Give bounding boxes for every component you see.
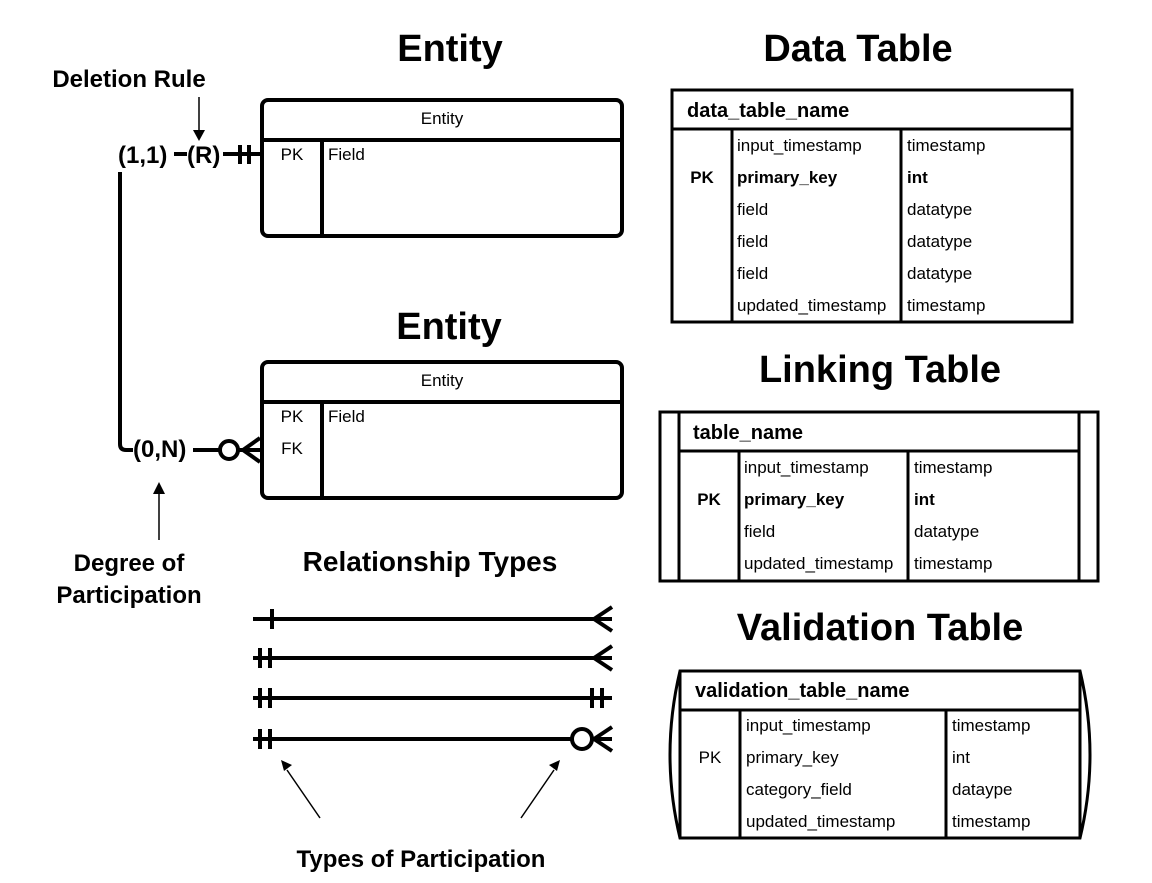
relationship-line-1 [253,646,612,670]
zero-circle-icon [220,441,238,459]
heading-validation-table: Validation Table [736,607,1024,649]
deletion-rule-arrowhead [193,130,205,141]
heading-entity-bottom: Entity [396,306,502,348]
deletion-rule-label: Deletion Rule [52,66,206,93]
degree-label-line1: Degree of [73,550,185,577]
validation-table-row-field-0: input_timestamp [746,716,871,735]
validation-table-name: validation_table_name [695,680,910,702]
cardinality-top: (1,1) [118,142,168,169]
data-table-row-field-4: field [737,264,769,283]
relationship-types-legend [253,607,612,751]
degree-arrowhead [153,482,165,494]
validation-table-row-field-3: updated_timestamp [746,812,896,831]
entity-top-field: Field [328,145,365,164]
types-of-participation-label: Types of Participation [296,846,546,873]
data-table-row-field-1: primary_key [737,168,838,187]
entity-connector [120,145,262,462]
entity-bottom-box [262,362,622,498]
entity-bottom-title: Entity [420,371,464,390]
heading-entity-top: Entity [397,28,503,70]
linking-table-row-type-2: datatype [914,522,980,541]
entity-bottom-key-pk: PK [280,407,304,426]
entity-top-key-pk: PK [280,145,304,164]
zero-circle-icon [572,729,592,749]
linking-table-box [660,412,1098,581]
linking-table-row-field-2: field [744,522,776,541]
linking-table-row-field-3: updated_timestamp [744,554,894,573]
validation-table-row-type-3: timestamp [952,812,1031,831]
data-table-box [672,90,1072,322]
validation-table-row-field-1: primary_key [746,748,839,767]
data-table-row-type-4: datatype [907,264,973,283]
heading-linking-table: Linking Table [758,349,1002,391]
entity-top-box [262,100,622,236]
validation-table-row-type-0: timestamp [952,716,1031,735]
data-table-name: data_table_name [687,100,850,122]
entity-bottom-key-fk: FK [281,439,303,458]
validation-table-box [670,671,1090,838]
participation-arrowhead-right [549,760,560,771]
relationship-line-3 [253,727,612,751]
data-table-row-field-5: updated_timestamp [737,296,887,315]
data-table-row-field-3: field [737,232,769,251]
data-table-row-field-2: field [737,200,769,219]
linking-table-row-type-3: timestamp [914,554,993,573]
validation-table-row-type-1: int [952,748,970,767]
linking-table-row-key-1: PK [697,490,721,509]
linking-table-row-field-1: primary_key [744,490,845,509]
data-table-row-type-3: datatype [907,232,973,251]
relationship-line-0 [253,607,612,631]
data-table-row-type-2: datatype [907,200,973,219]
validation-table-row-key-1: PK [698,748,722,767]
data-table-row-field-0: input_timestamp [737,136,862,155]
linking-table-name: table_name [693,422,804,444]
data-table-row-type-0: timestamp [907,136,986,155]
linking-table-row-field-0: input_timestamp [744,458,869,477]
validation-table-row-type-2: dataype [952,780,1013,799]
data-table-row-type-1: int [907,168,928,187]
participation-arrowhead-left [281,760,292,771]
validation-table-row-field-2: category_field [746,780,852,799]
linking-table-row-type-0: timestamp [914,458,993,477]
cardinality-rule: (R) [187,142,221,169]
data-table-row-type-5: timestamp [907,296,986,315]
heading-relationship-types: Relationship Types [302,546,558,577]
heading-data-table: Data Table [763,28,953,70]
cardinality-bottom: (0,N) [133,436,187,463]
data-table-row-key-1: PK [690,168,714,187]
participation-arrow-right [521,770,554,818]
entity-bottom-field: Field [328,407,365,426]
entity-top-title: Entity [420,109,464,128]
linking-table-row-type-1: int [914,490,935,509]
degree-label-line2: Participation [56,582,202,609]
relationship-line-2 [253,688,612,708]
participation-arrow-left [287,770,320,818]
